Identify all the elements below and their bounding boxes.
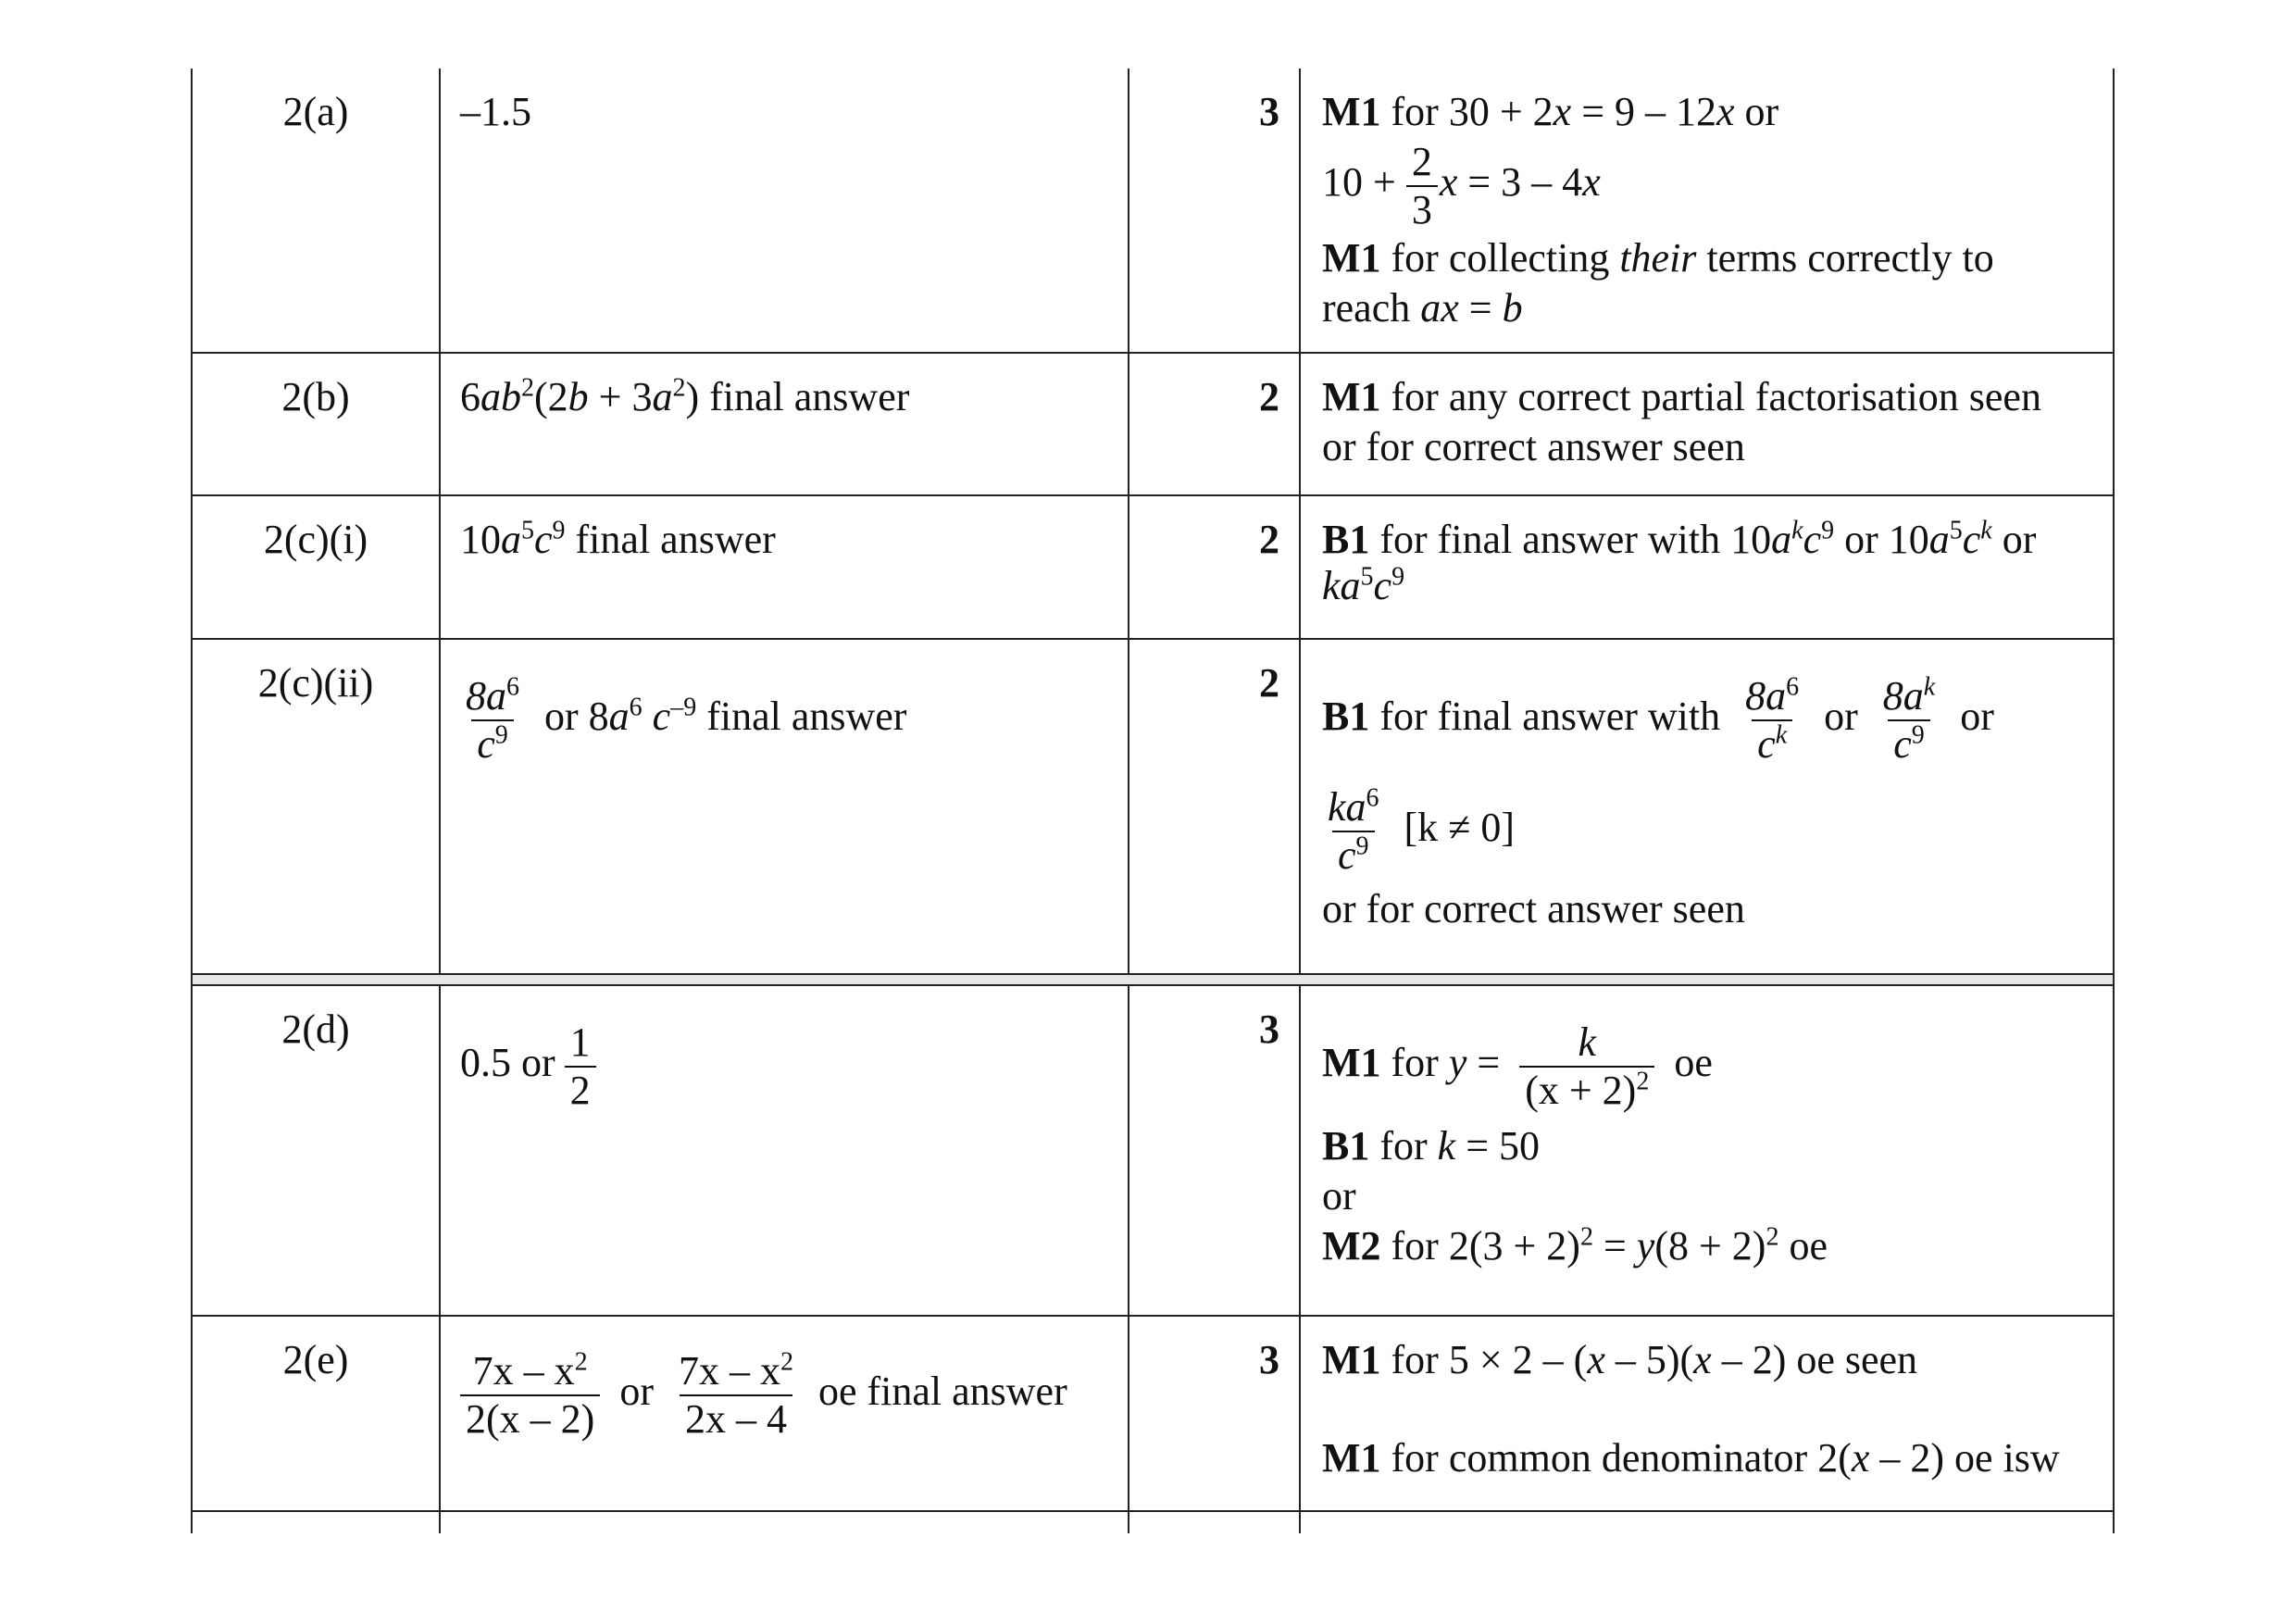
fraction: $\frac{2}{3}$ (1406, 139, 1438, 233)
answer-cell: $\frac{8a^6}{c^9}$ or $8a^6$ $c^{-9}$ final answer (440, 640, 1129, 768)
guidance-line: M1 for y = $\frac{k}{(x + 2)^2}$ oe (1322, 1019, 1713, 1113)
guidance-line: or (1322, 1173, 1356, 1219)
fraction: $\frac{k}{(x + 2)^2}$ (1519, 1019, 1654, 1114)
marks-cell: 2 (1259, 660, 1279, 706)
fraction: $\frac{1}{2}$ (565, 1019, 596, 1114)
answer-cell: 0.5 or $\frac{1}{2}$ (440, 986, 1129, 1114)
row-divider-shade (193, 975, 2113, 984)
fraction: $\frac{7x - x^2}{2(x - 2)}$ (460, 1348, 600, 1443)
guidance-line: B1 for final answer with $\frac{8a^6}{c^k}$ or $\frac{8a^k}{c^9}$ or (1322, 672, 1994, 767)
table-row (192, 69, 2115, 352)
fraction: $\frac{7x - x^2}{2x - 4}$ (678, 1347, 793, 1442)
guidance-cell (1300, 354, 2115, 472)
guidance-line: M2 for $2(3 + 2)^2 = y(8 + 2)^2$ oe (1322, 1222, 1828, 1269)
guidance-line: 10 + $\frac{2}{3}$ x = 3 – 4x (1322, 139, 1601, 232)
guidance-line: $ka^5c^9$ (1322, 562, 1405, 608)
guidance-cell (1300, 1317, 2115, 1483)
marks-cell: 3 (1259, 1006, 1279, 1052)
question-number: 2(b) (281, 374, 350, 419)
question-number: 2(d) (281, 1006, 350, 1052)
question-number: 2(c)(i) (263, 517, 368, 562)
answer-cell: $10a^5c^9$ final answer (460, 516, 776, 562)
guidance-cell (1300, 496, 2115, 607)
guidance-line: M1 for any correct partial factorisation seen (1322, 374, 2041, 419)
guidance-line: or for correct answer seen (1322, 886, 1745, 931)
guidance-line: M1 for 30 + 2x = 9 – 12x or (1322, 89, 1779, 134)
question-number: 2(a) (282, 89, 349, 134)
marks-cell: 3 (1259, 89, 1279, 134)
question-number: 2(e) (282, 1337, 349, 1382)
answer-cell: $\frac{7x - x^2}{2(x - 2)}$ or $\frac{7x - x^2}{2x - 4}$ oe final answer (440, 1317, 1129, 1443)
fraction: $\frac{8a^k}{c^9}$ (1882, 672, 1936, 767)
guidance-line: or for correct answer seen (1322, 424, 1745, 469)
guidance-line: B1 for k = 50 (1322, 1123, 1541, 1169)
fraction: $\frac{8a^6}{c^9}$ (466, 672, 519, 767)
table-row (192, 640, 2115, 973)
fraction: $\frac{ka^6}{c^9}$ (1328, 783, 1379, 878)
guidance-line: M1 for common denominator 2(x – 2) oe isw (1322, 1435, 2060, 1481)
answer-cell: $6ab^2(2b + 3a^2)$ final answer (460, 373, 910, 419)
table-row (192, 1317, 2115, 1510)
marks-cell: 2 (1259, 517, 1279, 562)
guidance-cell (1300, 640, 2115, 934)
marks-cell: 2 (1259, 374, 1279, 419)
table-row (192, 496, 2115, 638)
question-number: 2(c)(ii) (257, 660, 374, 706)
row-divider (192, 1510, 2115, 1512)
guidance-line: M1 for collecting their terms correctly to (1322, 235, 1994, 281)
guidance-line: $\frac{ka^6}{c^9}$ [k ≠ 0] (1322, 784, 2105, 879)
fraction: $\frac{8a^6}{c^k}$ (1745, 672, 1800, 767)
table-row (192, 354, 2115, 494)
marks-cell: 3 (1259, 1337, 1279, 1382)
guidance-line: reach ax = b (1322, 285, 1523, 331)
answer-cell: –1.5 (460, 89, 531, 134)
guidance-cell (1300, 69, 2115, 333)
guidance-line: B1 for final answer with $10a^kc^9$ or $10a^5c^k$ or (1322, 516, 2037, 562)
guidance-line: M1 for 5 × 2 – (x – 5)(x – 2) oe seen (1322, 1337, 1918, 1382)
table-row (192, 986, 2115, 1315)
guidance-cell (1300, 986, 2115, 1271)
